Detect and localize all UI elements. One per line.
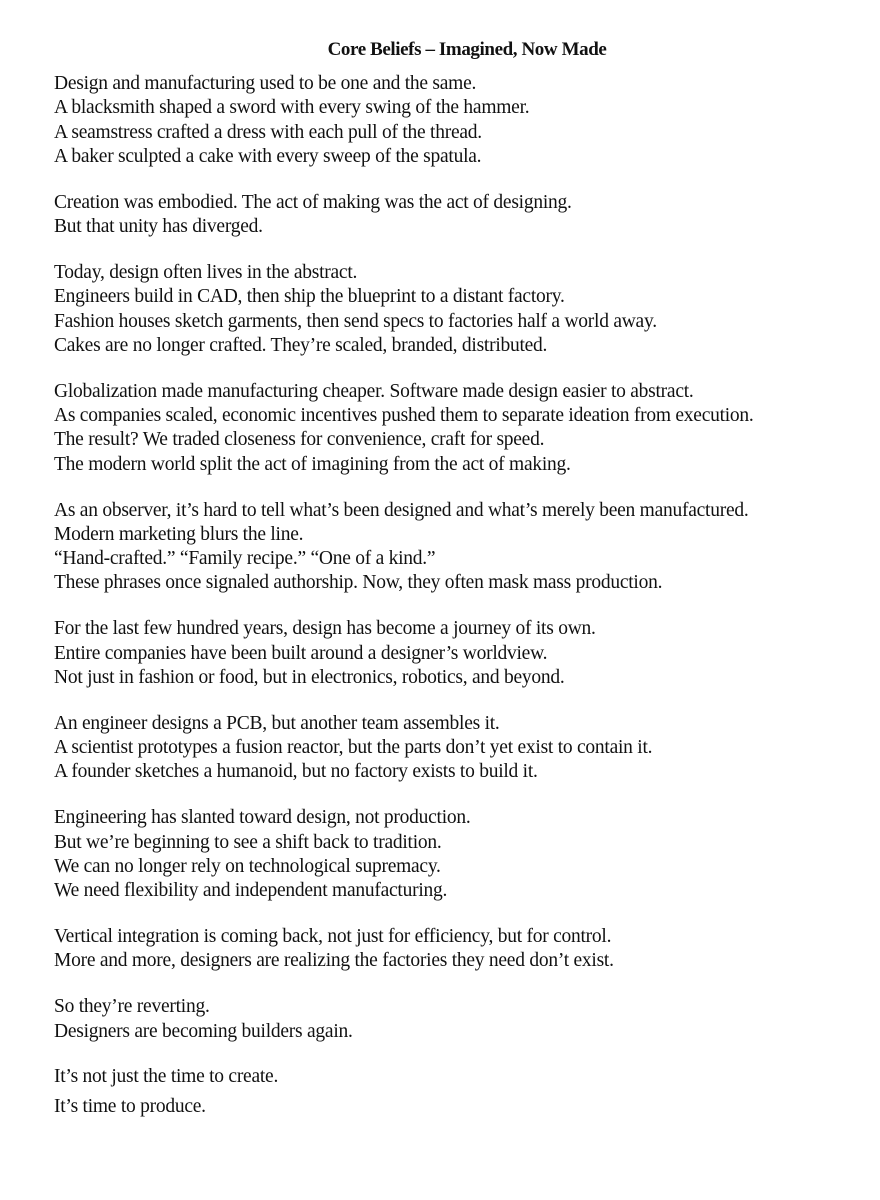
paragraph-line: A founder sketches a humanoid, but no factory exists to build it. (54, 761, 538, 783)
paragraph-line: Vertical integration is coming back, not just for efficiency, but for control. (54, 926, 612, 948)
paragraph-line: An engineer designs a PCB, but another team assembles it. (54, 712, 500, 734)
paragraph-line: Cakes are no longer crafted. They’re scaled, branded, distributed. (54, 334, 548, 356)
paragraph-line: The result? We traded closeness for convenience, craft for speed. (54, 429, 545, 451)
paragraph (54, 806, 840, 903)
document-title: Core Beliefs – Imagined, Now Made (327, 39, 607, 60)
paragraph (54, 191, 840, 240)
paragraph-line: “Hand-crafted.” “Family recipe.” “One of a kind.” (54, 548, 436, 570)
paragraph-line: As companies scaled, economic incentives pushed them to separate ideation from execution. (54, 405, 754, 427)
paragraph (54, 1065, 840, 1119)
paragraph (54, 499, 840, 596)
paragraph-line: For the last few hundred years, design has become a journey of its own. (54, 618, 596, 640)
paragraph-line: Globalization made manufacturing cheaper. Software made design easier to abstract. (54, 380, 694, 402)
paragraph-line: But we’re beginning to see a shift back to tradition. (54, 831, 442, 853)
paragraph-line: It’s not just the time to create. (54, 1066, 279, 1088)
paragraph-line: Today, design often lives in the abstract. (54, 261, 358, 283)
paragraph-line: Design and manufacturing used to be one and the same. (54, 73, 477, 94)
paragraph-line: A scientist prototypes a fusion reactor, but the parts don’t yet exist to contain it. (54, 737, 653, 759)
paragraph (54, 261, 840, 358)
paragraph-line: These phrases once signaled authorship. Now, they often mask mass production. (54, 572, 663, 594)
paragraph-line: But that unity has diverged. (54, 216, 263, 238)
paragraph-line: We need flexibility and independent manufacturing. (54, 880, 448, 902)
document-body (54, 72, 840, 1119)
paragraph (54, 995, 840, 1044)
paragraph-line: Fashion houses sketch garments, then send specs to factories half a world away. (54, 310, 657, 332)
paragraph (54, 925, 840, 974)
paragraph-line: A seamstress crafted a dress with each pull of the thread. (54, 121, 482, 143)
paragraph-line: Modern marketing blurs the line. (54, 523, 304, 545)
paragraph-line: A blacksmith shaped a sword with every swing of the hammer. (54, 97, 530, 119)
paragraph-line: It’s time to produce. (54, 1095, 206, 1117)
paragraph (54, 712, 840, 785)
paragraph-line: Entire companies have been built around a designer’s worldview. (54, 642, 548, 664)
paragraph-line: Engineering has slanted toward design, not production. (54, 807, 471, 829)
paragraph (54, 617, 840, 690)
paragraph-line: As an observer, it’s hard to tell what’s been designed and what’s merely been manufactured. (54, 499, 749, 521)
paragraph-line: More and more, designers are realizing the factories they need don’t exist. (54, 950, 614, 972)
paragraph-line: Not just in fashion or food, but in electronics, robotics, and beyond. (54, 666, 565, 688)
paragraph-line: A baker sculpted a cake with every sweep of the spatula. (54, 145, 482, 167)
paragraph (54, 380, 840, 477)
paragraph-line: So they’re reverting. (54, 996, 210, 1018)
paragraph-line: Engineers build in CAD, then ship the blueprint to a distant factory. (54, 286, 565, 308)
paragraph (54, 72, 840, 169)
paragraph-line: Designers are becoming builders again. (54, 1020, 353, 1042)
paragraph-line: Creation was embodied. The act of making was the act of designing. (54, 191, 572, 213)
paragraph-line: We can no longer rely on technological supremacy. (54, 855, 441, 877)
paragraph-line: The modern world split the act of imagining from the act of making. (54, 453, 571, 475)
